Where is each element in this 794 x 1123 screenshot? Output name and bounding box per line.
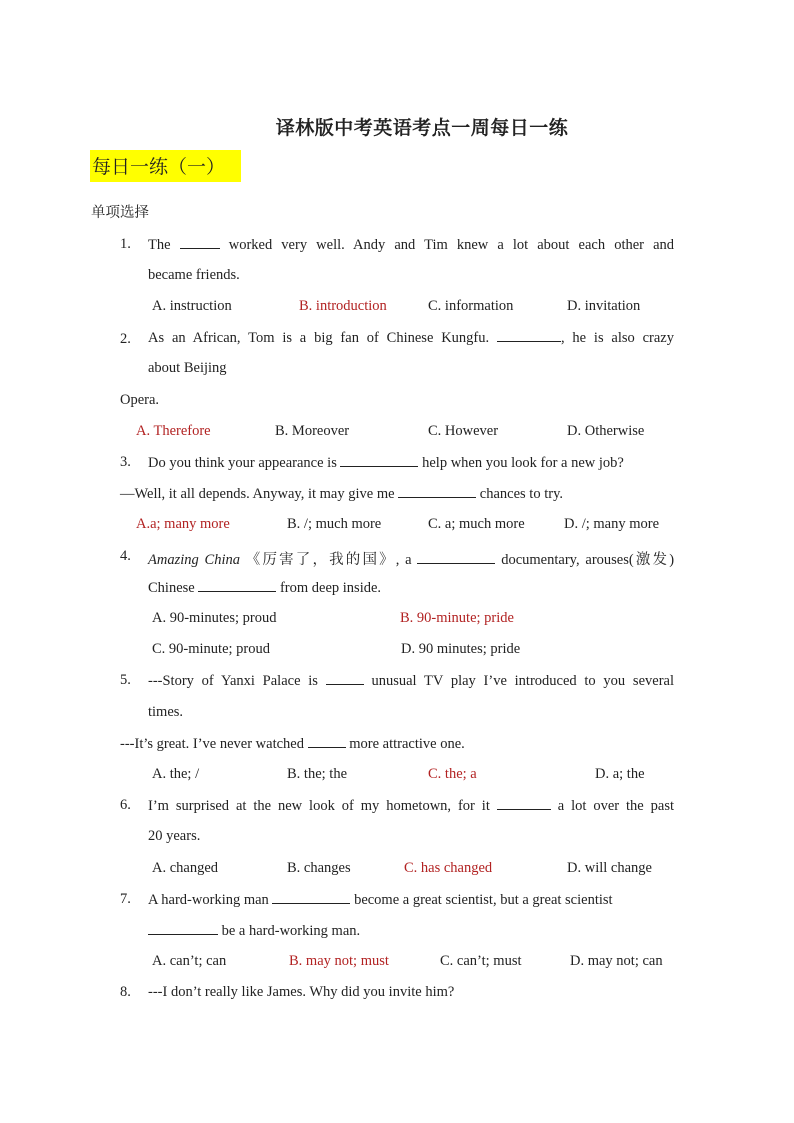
option-d: D. a; the <box>595 766 645 782</box>
option-a: A. can’t; can <box>152 953 227 969</box>
option-b: B. /; much more <box>287 516 382 532</box>
option-a: A. instruction <box>152 298 232 314</box>
option-b: B. changes <box>287 860 351 876</box>
option-a: A. the; / <box>152 766 200 782</box>
question-number: 7. <box>120 891 131 907</box>
option-d: D. /; many more <box>564 516 660 532</box>
question-stem-cont: became friends. <box>148 267 240 283</box>
option-c-answer: C. has changed <box>404 860 493 876</box>
question-number: 4. <box>120 548 131 564</box>
question-stem-cont: ---It’s great. I’ve never watched more attractive one. <box>120 736 465 752</box>
question-stem-cont: be a hard-working man. <box>148 922 360 940</box>
question-stem-cont: times. <box>148 704 184 720</box>
question-stem-cont: Opera. <box>120 392 160 408</box>
option-c: C. can’t; must <box>440 953 522 969</box>
option-b: B. the; the <box>287 766 348 782</box>
section-heading: 每日一练（一） <box>90 150 241 182</box>
option-d: D. Otherwise <box>567 423 645 439</box>
option-d: D. will change <box>567 860 652 876</box>
option-a: A. changed <box>152 860 219 876</box>
option-c: C. However <box>428 423 499 439</box>
question-number: 1. <box>120 236 131 252</box>
question-stem: ---I don’t really like James. Why did you invite him? <box>148 984 455 1000</box>
option-d: D. invitation <box>567 298 641 314</box>
option-c: C. information <box>428 298 514 314</box>
question-stem: The worked very well. Andy and Tim knew a lot about each other and <box>148 237 675 253</box>
option-c-answer: C. the; a <box>428 766 477 782</box>
question-number: 3. <box>120 454 131 470</box>
option-c: C. 90-minute; proud <box>152 641 271 657</box>
option-a-answer: A. Therefore <box>136 423 211 439</box>
question-stem: Amazing China 《厉害了，我的国》, a documentary, arouses(激发) <box>148 552 675 568</box>
option-b: B. Moreover <box>275 423 350 439</box>
option-d: D. may not; can <box>570 953 663 969</box>
question-stem-cont: about Beijing <box>148 360 227 376</box>
document-title: 译林版中考英语考点一周每日一练 <box>275 117 569 139</box>
question-number: 6. <box>120 797 131 813</box>
question-stem: As an African, Tom is a big fan of Chinese Kungfu. , he is also crazy <box>148 330 674 346</box>
question-stem-cont: Chinese from deep inside. <box>148 580 382 596</box>
option-c: C. a; much more <box>428 516 525 532</box>
option-b-answer: B. 90-minute; pride <box>400 610 514 626</box>
option-d: D. 90 minutes; pride <box>401 641 521 657</box>
option-b-answer: B. introduction <box>299 298 387 314</box>
option-a: A. 90-minutes; proud <box>152 610 277 626</box>
question-number: 2. <box>120 331 131 347</box>
option-b-answer: B. may not; must <box>289 953 389 969</box>
question-number: 8. <box>120 984 131 1000</box>
question-stem: A hard-working man become a great scientist, but a great scientist <box>148 892 613 908</box>
question-stem: ---Story of Yanxi Palace is unusual TV play I’ve introduced to you several <box>148 673 674 689</box>
option-a-answer: A.a; many more <box>136 516 230 532</box>
question-stem: Do you think your appearance is help when you look for a new job? <box>148 455 624 471</box>
question-stem: I’m surprised at the new look of my hometown, for it a lot over the past <box>148 798 675 814</box>
question-number: 5. <box>120 672 131 688</box>
subsection-heading: 单项选择 <box>91 205 149 221</box>
question-stem-cont: —Well, it all depends. Anyway, it may give me chances to try. <box>120 486 564 502</box>
question-stem-cont: 20 years. <box>148 828 201 844</box>
